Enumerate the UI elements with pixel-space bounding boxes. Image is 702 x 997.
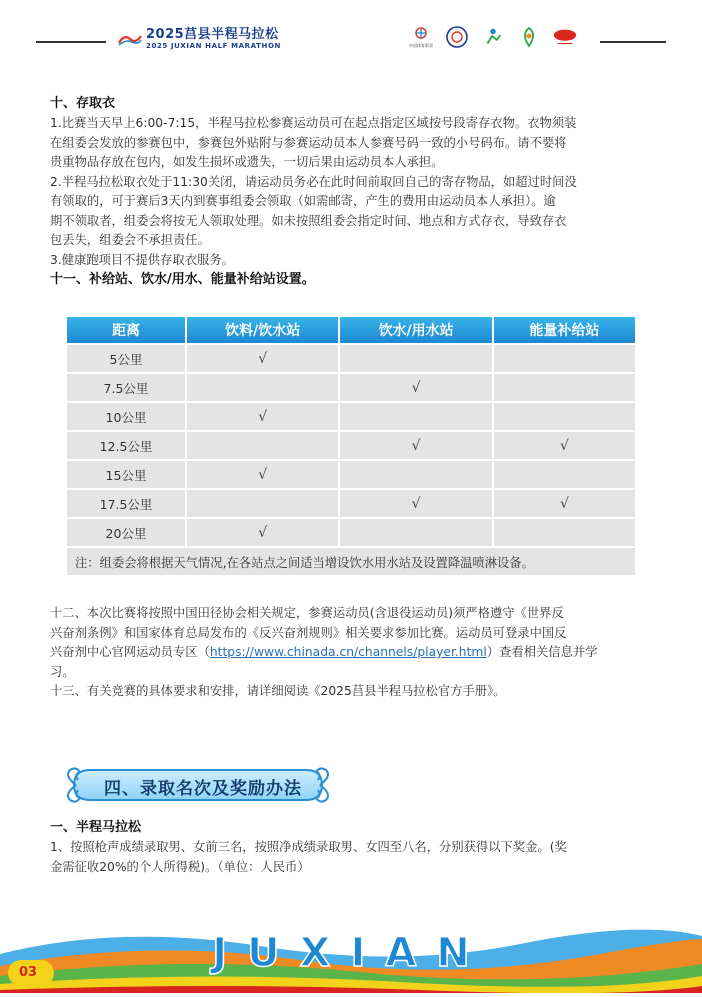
footer-word: JUXIAN	[212, 930, 490, 976]
event-subtitle: 2025 JUXIAN HALF MARATHON	[146, 42, 281, 50]
distance-cell: 20公里	[67, 519, 185, 546]
water-check-icon	[340, 461, 491, 488]
section-banner	[60, 762, 336, 808]
storage-section	[50, 94, 650, 290]
storage-para-1-line-1: 1.比赛当天早上6:00-7:15，半程马拉松参赛运动员可在起点指定区域按号段寄存衣物。衣物须装	[50, 116, 577, 130]
station-table	[65, 315, 637, 577]
supply-station-table	[67, 315, 635, 577]
sponsor-logos	[408, 26, 578, 48]
page-number: 03	[18, 965, 38, 980]
storage-para-2-line-1: 2.半程马拉松取衣处于11:30关闭，请运动员务必在此时间前取回自己的寄存物品，如超过时间没	[50, 174, 577, 189]
section-12-line-3	[50, 643, 652, 663]
table-row	[67, 490, 635, 517]
header-rule-right	[600, 41, 666, 43]
energy-check-icon	[494, 461, 635, 488]
storage-para-2-line-4: 包丢失，组委会不承担责任。	[50, 233, 210, 247]
drink-check-icon	[187, 374, 338, 401]
water-check-icon	[340, 403, 491, 430]
drink-check-icon	[187, 490, 338, 517]
header-water-station: 饮水/用水站	[340, 317, 491, 343]
half-marathon-section	[50, 818, 650, 877]
banner-label: 四、录取名次及奖励办法	[104, 779, 302, 799]
footer-illustration-icon	[0, 904, 702, 993]
header-drink-station: 饮料/饮水站	[187, 317, 338, 343]
prize-line-1: 1、按照枪声成绩录取男、女前三名，按照净成绩录取男、女四至八名，分别获得以下奖金。(奖	[50, 840, 567, 854]
section-10-heading: 十、存取衣	[50, 96, 116, 111]
header-rule-left	[36, 41, 106, 43]
storage-para-1-line-3: 贵重物品存放在包内，如发生损坏或遗失，一切后果由运动员本人承担。	[50, 155, 444, 169]
table-row	[67, 403, 635, 430]
storage-para-2-line-2: 有领取的，可于赛后3天内到赛事组委会领取（如需邮寄，产生的费用由运动员本人承担）。逾	[50, 194, 556, 208]
water-check-icon: √	[340, 432, 491, 459]
event-title: 2025莒县半程马拉松	[146, 27, 279, 42]
page-number-badge	[8, 960, 54, 986]
distance-cell: 7.5公里	[67, 374, 185, 401]
energy-check-icon	[494, 519, 635, 546]
table-note-row	[67, 548, 635, 575]
table-row	[67, 345, 635, 372]
half-marathon-heading: 一、半程马拉松	[50, 820, 142, 835]
sports-lottery-logo-icon	[408, 26, 434, 48]
table-row	[67, 461, 635, 488]
distance-cell: 17.5公里	[67, 490, 185, 517]
event-brand	[118, 28, 281, 50]
drink-check-icon: √	[187, 519, 338, 546]
header-energy-station: 能量补给站	[494, 317, 635, 343]
table-row	[67, 374, 635, 401]
distance-cell: 12.5公里	[67, 432, 185, 459]
page-footer	[0, 904, 702, 993]
storage-para-1-line-2: 在组委会发放的参赛包中，参赛包外贴附与参赛运动员本人参赛号码一致的小号码布。请不要将	[50, 135, 567, 150]
energy-check-icon: √	[494, 432, 635, 459]
section-12-line-3-pre: 兴奋剂中心官网运动员专区（	[50, 645, 210, 659]
table-note: 注：组委会将根据天气情况,在各站点之间适当增设饮水用水站及设置降温喷淋设备。	[67, 548, 635, 575]
event-logo-icon	[118, 32, 142, 46]
water-check-icon	[340, 345, 491, 372]
section-12-line-1: 十二、本次比赛将按照中国田径协会相关规定，参赛运动员(含退役运动员)须严格遵守《世界反	[50, 606, 564, 620]
anti-doping-section	[50, 604, 652, 702]
distance-cell: 5公里	[67, 345, 185, 372]
energy-check-icon	[494, 403, 635, 430]
city-logo-icon	[516, 26, 542, 48]
sports-lottery-caption: 中国体育彩票	[409, 43, 433, 48]
distance-cell: 10公里	[67, 403, 185, 430]
storage-para-3: 3.健康跑项目不提供存取衣服务。	[50, 252, 234, 267]
section-12-line-2: 兴奋剂条例》和国家体育总局发布的《反兴奋剂规则》相关要求参加比赛。运动员可登录中国反	[50, 625, 567, 640]
drink-check-icon: √	[187, 461, 338, 488]
chinada-link[interactable]: https://www.chinada.cn/channels/player.html	[209, 645, 487, 659]
table-header-row	[67, 317, 635, 343]
drink-check-icon: √	[187, 345, 338, 372]
page-header	[0, 0, 702, 70]
table-row	[67, 432, 635, 459]
energy-check-icon	[494, 345, 635, 372]
prize-line-2: 金需征收20%的个人所得税)。（单位：人民币）	[50, 859, 310, 874]
table-row	[67, 519, 635, 546]
section-12-line-4: 习。	[50, 664, 75, 679]
storage-para-2-line-3: 期不领取者，组委会将按无人领取处理。如未按照组委会指定时间、地点和方式存衣，导致存衣	[50, 213, 567, 228]
section-12-line-3-post: ）查看相关信息并学	[486, 645, 598, 659]
brand-logo-icon	[552, 26, 578, 48]
distance-cell: 15公里	[67, 461, 185, 488]
energy-check-icon	[494, 374, 635, 401]
water-check-icon	[340, 519, 491, 546]
athletics-association-logo-icon	[444, 26, 470, 48]
header-distance: 距离	[67, 317, 185, 343]
section-13-line: 十三、有关竞赛的具体要求和安排，请详细阅读《2025莒县半程马拉松官方手册》。	[50, 684, 506, 698]
water-check-icon: √	[340, 490, 491, 517]
section-11-heading: 十一、补给站、饮水/用水、能量补给站设置。	[50, 272, 315, 287]
drink-check-icon: √	[187, 403, 338, 430]
energy-check-icon: √	[494, 490, 635, 517]
water-check-icon: √	[340, 374, 491, 401]
drink-check-icon	[187, 432, 338, 459]
runner-logo-icon	[480, 26, 506, 48]
